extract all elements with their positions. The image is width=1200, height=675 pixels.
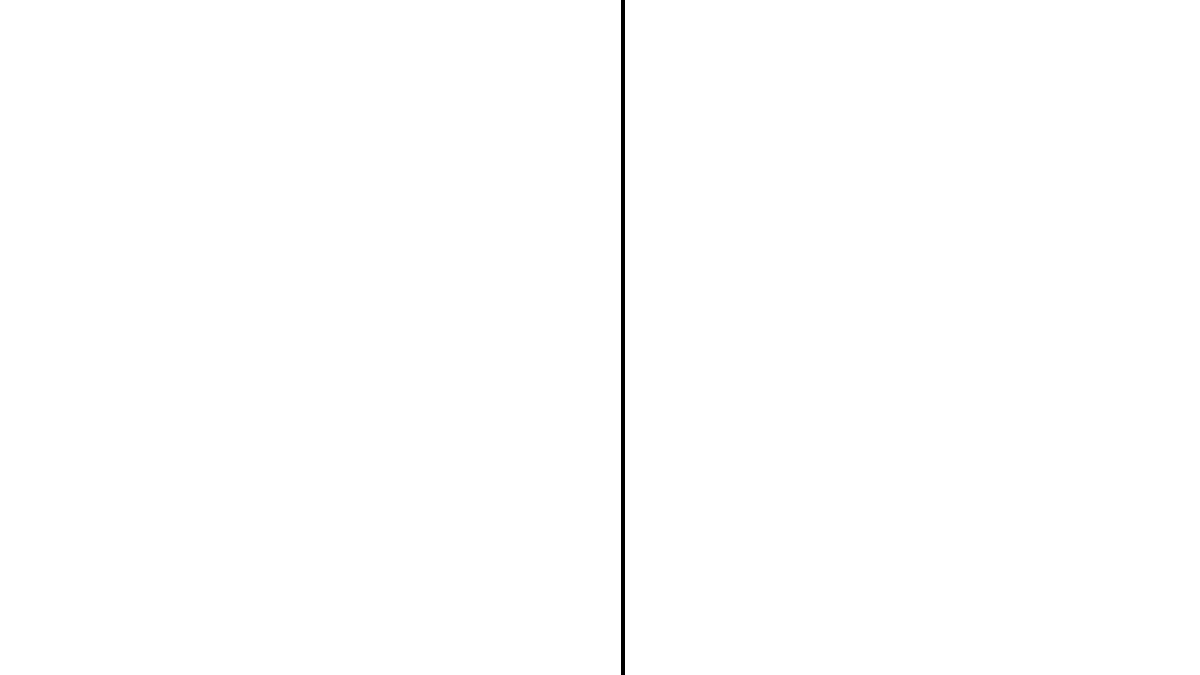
cut-divider-line bbox=[621, 0, 625, 675]
